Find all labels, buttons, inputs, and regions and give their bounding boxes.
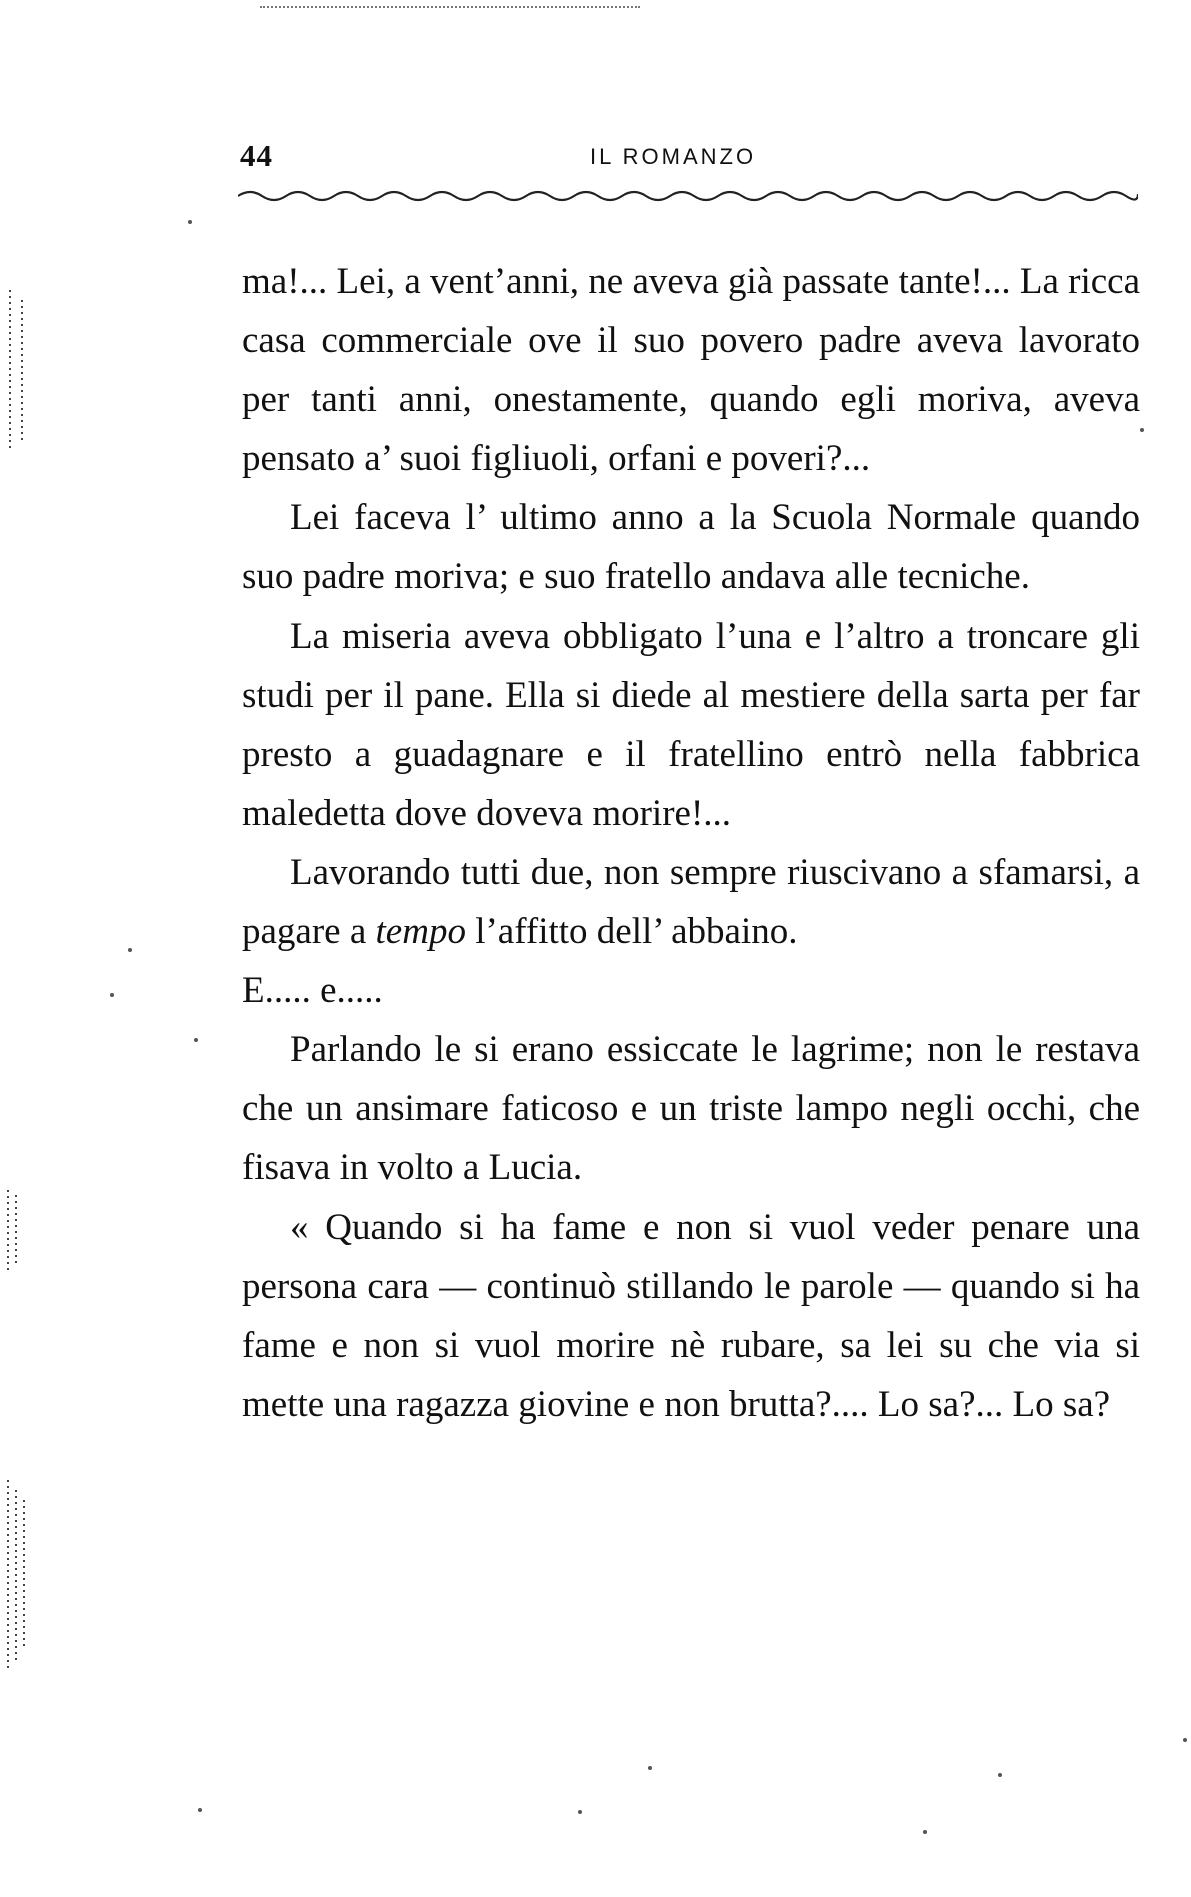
page-number: 44 <box>240 138 273 173</box>
page-header <box>240 138 1130 178</box>
paragraph-6: Parlando le si erano essiccate le lagrime; non le restava che un ansimare faticoso e un triste lampo negli occhi, che fisava in volto a Lucia. <box>242 1029 1140 1189</box>
paragraph-4-italic: tempo <box>375 911 466 953</box>
paragraph-4 <box>242 843 1140 961</box>
paragraph-3: La miseria aveva obbligato l’una e l’altro a troncare gli studi per il pane. Ella si diede al mestiere della sarta per far presto a guadagnare e il fratellino entrò nella fabbrica maledetta dove doveva morire!... <box>242 615 1140 834</box>
wavy-rule-divider <box>238 184 1138 204</box>
body-text <box>242 252 1140 1434</box>
paragraph-5: E..... e..... <box>242 970 383 1012</box>
paragraph-7: « Quando si ha fame e non si vuol veder penare una persona cara — continuò stillando le parole — quando si ha fame e non si vuol morire nè rubare, sa lei su che via si mette una ragazza giovine e non brutta?.... Lo sa?... Lo sa? <box>242 1206 1140 1425</box>
paragraph-4-start: Lavorando tutti due, non sempre riuscivano a sfamarsi, a pagare a <box>242 851 1140 953</box>
paragraph-1: ma!... Lei, a vent’anni, ne aveva già passate tante!... La ricca casa commerciale ove il suo povero padre aveva lavorato per tanti anni, onestamente, quando egli moriva, aveva pensato a’ suoi figliuoli, orfani e poveri?... <box>242 261 1140 480</box>
running-title: IL ROMANZO <box>590 144 757 169</box>
paragraph-2: Lei faceva l’ ultimo anno a la Scuola Normale quando suo padre moriva; e suo fratello andava alle tecniche. <box>242 497 1140 598</box>
paragraph-4-end: l’affitto dell’ abbaino. <box>465 911 798 953</box>
top-edge-line <box>260 6 640 8</box>
